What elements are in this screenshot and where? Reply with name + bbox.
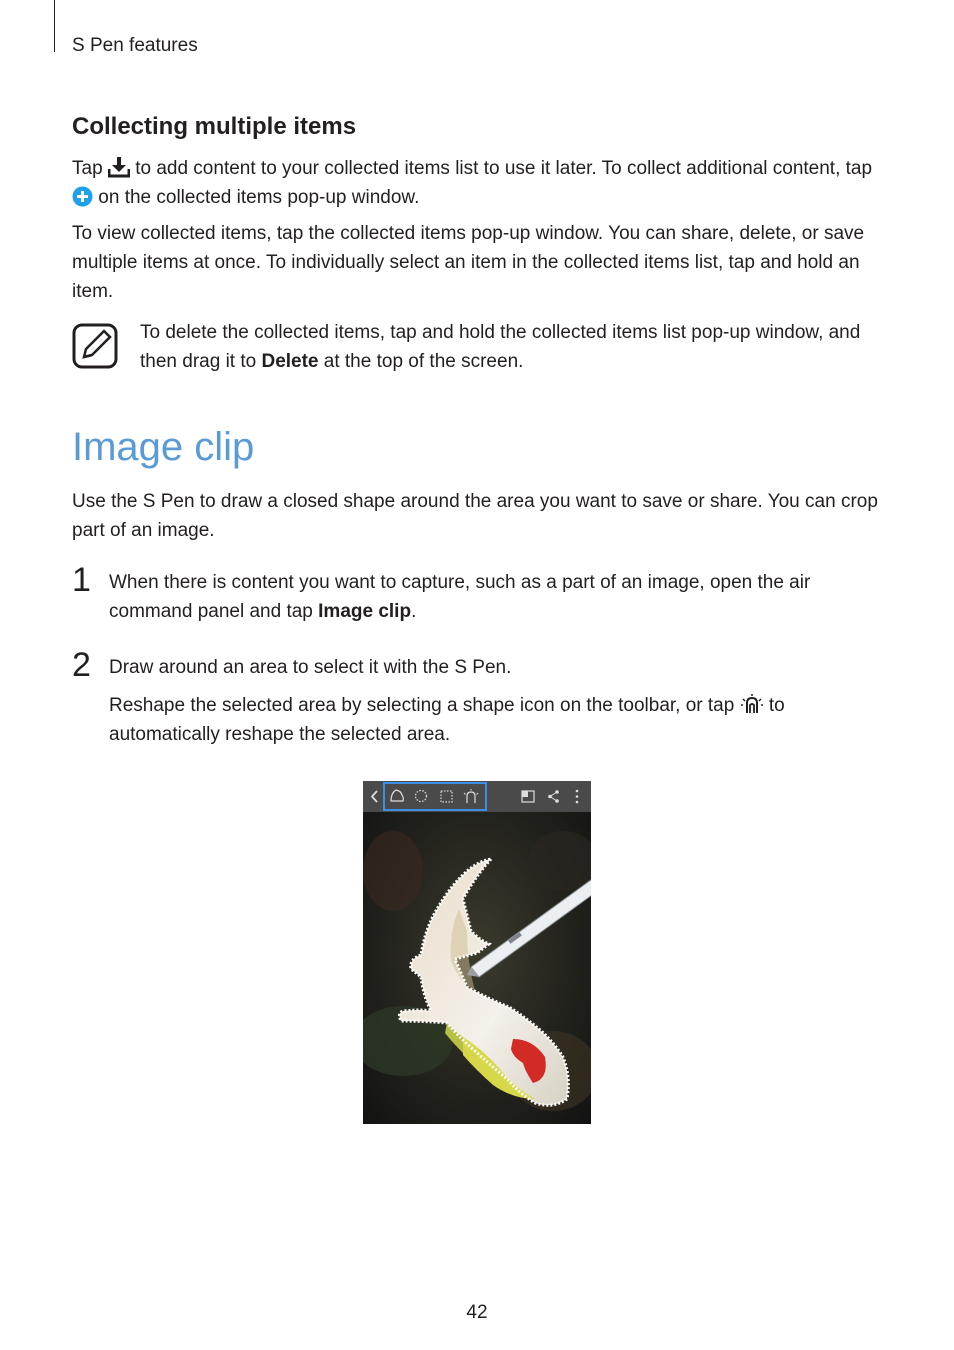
plus-circle-icon [72,186,93,207]
text-span: at the top of the screen. [318,351,524,372]
text-span: on the collected items pop-up window. [93,187,420,208]
text-span: When there is content you want to capture, such as a part of an image, open the air command panel and tap [109,572,811,622]
page-header: S Pen features [72,35,198,56]
screenshot-image-clip [363,781,591,1124]
step-1-text [109,568,869,626]
note-icon [72,323,118,369]
collect-view-paragraph: To view collected items, tap the collected items pop-up window. You can share, delete, or save multiple items at once. To individually select an item in the collected items list, tap and hold an item. [72,223,865,302]
note-text [140,318,880,376]
page-number: 42 [466,1302,488,1323]
text-span: To delete the collected items, tap and hold the collected items list pop-up window, and then drag it to [140,322,861,372]
text-span: Tap [72,158,108,179]
step-2-subtext [109,691,869,749]
step-number: 1 [72,561,91,599]
section-title: Collecting multiple items [72,113,357,140]
header-rule [54,0,55,52]
image-clip-label: Image clip [318,601,412,622]
text-span: to automatically reshape the selected area. [109,695,785,745]
step-2-text: Draw around an area to select it with the S Pen. [109,657,512,678]
text-span: to add content to your collected items list to use it later. To collect additional content, tap [129,158,873,179]
toolbar [363,781,591,812]
image-clip-intro: Use the S Pen to draw a closed shape around the area you want to save or share. You can crop part of an image. [72,491,878,541]
step-number: 2 [72,646,91,684]
more-icon[interactable] [576,790,579,804]
text-span: Reshape the selected area by selecting a shape icon on the toolbar, or tap [109,695,740,716]
auto-shape-icon [740,693,764,715]
download-icon [108,156,130,178]
delete-label: Delete [261,351,319,372]
image-clip-title: Image clip [72,425,255,469]
text-span: . [411,601,417,622]
collect-paragraph [72,154,882,212]
